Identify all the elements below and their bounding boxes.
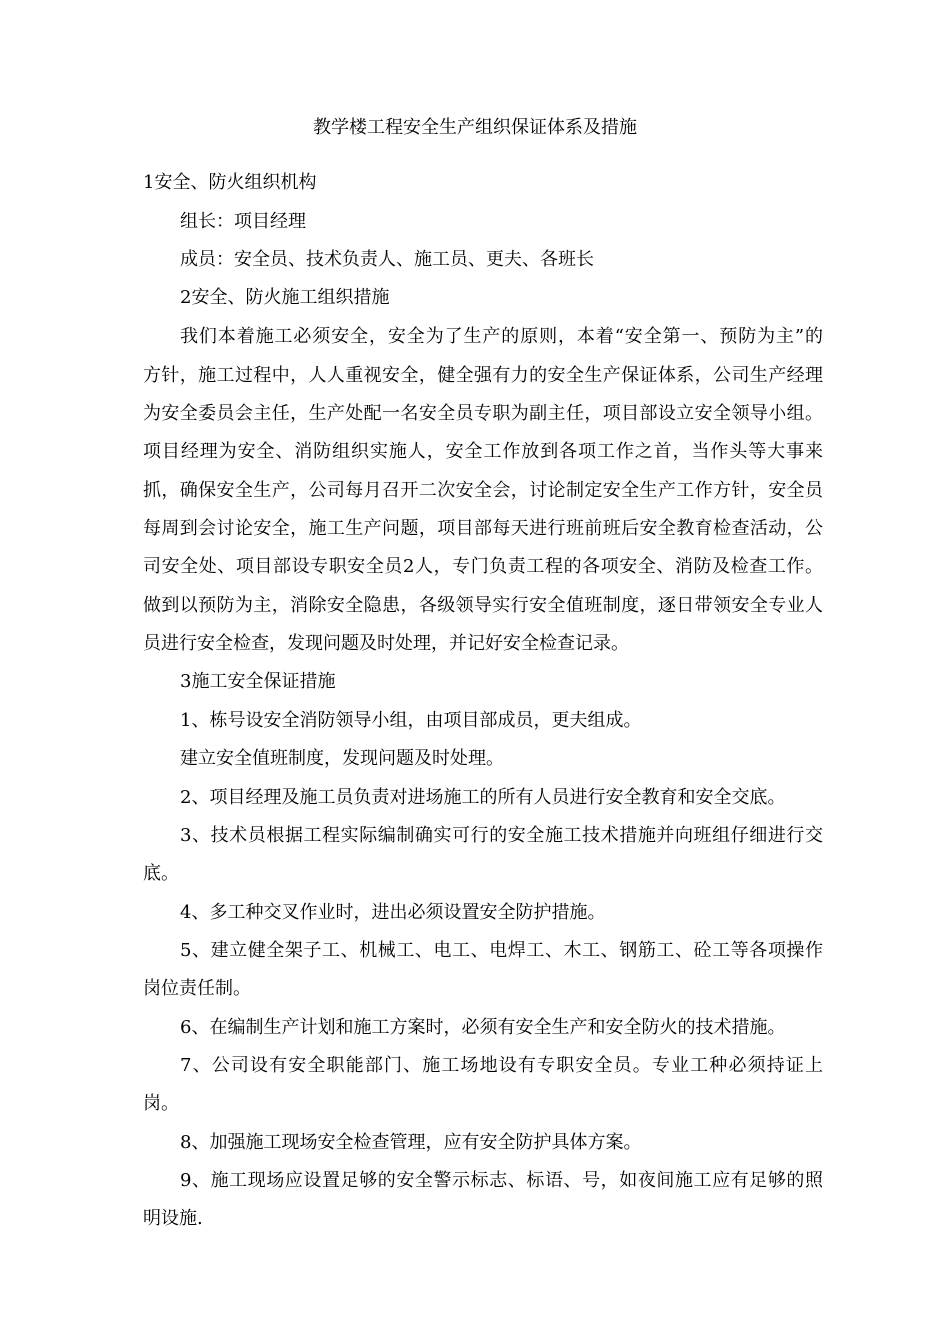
section-2-heading: 2安全、防火施工组织措施 [180, 287, 390, 308]
paragraph-line: 项目经理为安全、消防组织实施人，安全工作放到各项工作之首，当作头等大事来 [143, 441, 823, 462]
list-item: 1、栋号设安全消防领导小组，由项目部成员，更夫组成。 [180, 710, 642, 731]
list-item: 8、加强施工现场安全检查管理，应有安全防护具体方案。 [180, 1132, 642, 1153]
list-item: 7、公司设有安全职能部门、施工场地设有专职安全员。专业工种必须持证上 [180, 1055, 823, 1076]
paragraph-line: 为安全委员会主任，生产处配一名安全员专职为副主任，项目部设立安全领导小组。 [143, 403, 823, 424]
list-item-continuation: 岗。 [143, 1093, 179, 1114]
list-item-continuation: 明设施. [143, 1208, 203, 1229]
list-item: 建立安全值班制度，发现问题及时处理。 [180, 748, 504, 769]
paragraph-line: 每周到会讨论安全，施工生产问题，项目部每天进行班前班后安全教育检查活动，公 [143, 518, 823, 539]
list-item: 5、建立健全架子工、机械工、电工、电焊工、木工、钢筋工、砼工等各项操作 [180, 940, 823, 961]
paragraph-line: 方针，施工过程中，人人重视安全，健全强有力的安全生产保证体系，公司生产经理 [143, 365, 823, 386]
paragraph-line: 抓，确保安全生产，公司每月召开二次安全会，讨论制定安全生产工作方针，安全员 [143, 480, 823, 501]
page-title: 教学楼工程安全生产组织保证体系及措施 [313, 117, 637, 138]
section-3-heading: 3施工安全保证措施 [180, 671, 336, 692]
paragraph-line: 我们本着施工必须安全，安全为了生产的原则，本着“安全第一、预防为主”的 [180, 326, 823, 347]
list-item: 6、在编制生产计划和施工方案时，必须有安全生产和安全防火的技术措施。 [180, 1017, 786, 1038]
paragraph-line: 做到以预防为主，消除安全隐患，各级领导实行安全值班制度，逐日带领安全专业人 [143, 595, 823, 616]
list-item: 3、技术员根据工程实际编制确实可行的安全施工技术措施并向班组仔细进行交 [180, 825, 823, 846]
list-item-continuation: 岗位责任制。 [143, 978, 251, 999]
section-1-heading: 1安全、防火组织机构 [143, 172, 317, 193]
paragraph-line: 司安全处、项目部设专职安全员2人，专门负责工程的各项安全、消防及检查工作。 [143, 556, 823, 577]
members-line: 成员：安全员、技术负责人、施工员、更夫、各班长 [180, 249, 594, 270]
list-item: 4、多工种交叉作业时，进出必须设置安全防护措施。 [180, 902, 606, 923]
list-item: 2、项目经理及施工员负责对进场施工的所有人员进行安全教育和安全交底。 [180, 787, 786, 808]
paragraph-line: 员进行安全检查，发现问题及时处理，并记好安全检查记录。 [143, 633, 629, 654]
list-item: 9、施工现场应设置足够的安全警示标志、标语、号，如夜间施工应有足够的照 [180, 1170, 823, 1191]
leader-line: 组长：项目经理 [180, 211, 306, 232]
list-item-continuation: 底。 [143, 863, 179, 884]
